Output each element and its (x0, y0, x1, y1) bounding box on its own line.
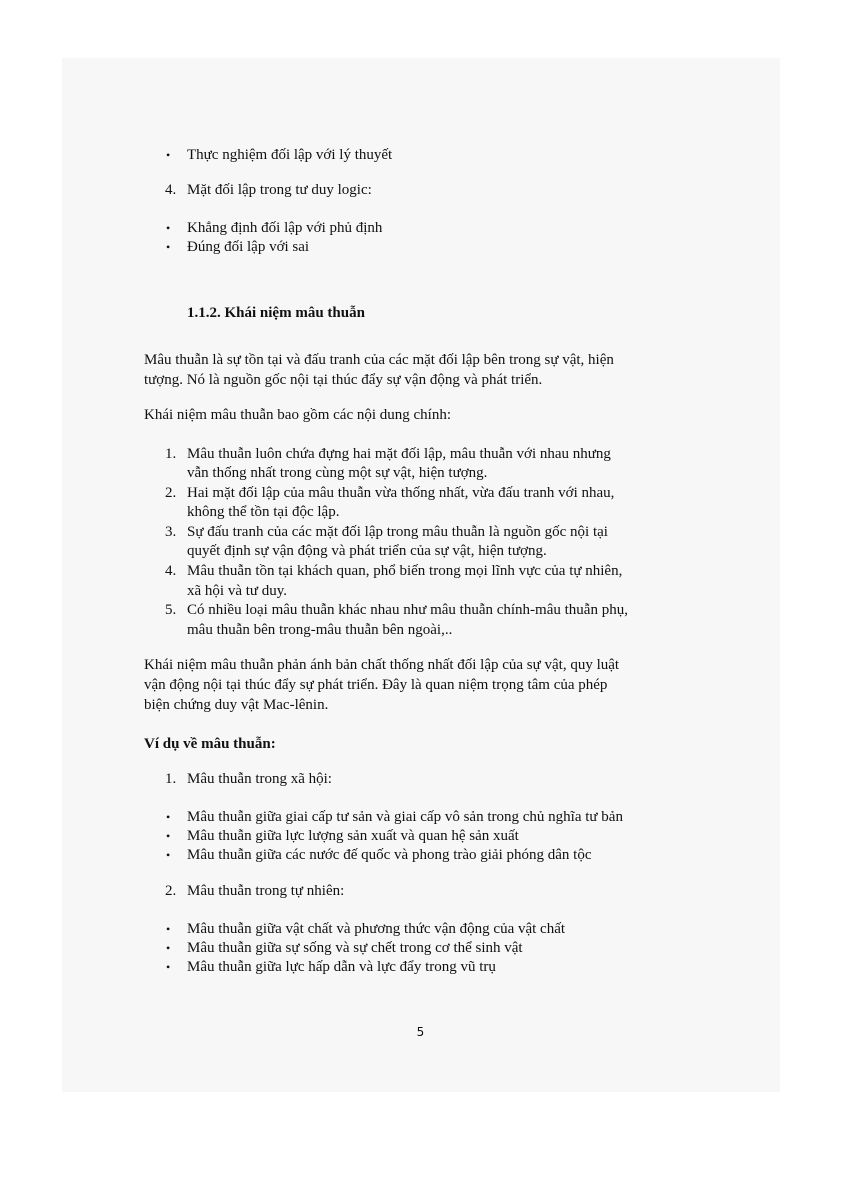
bullet-text: Đúng đối lập với sai (187, 239, 310, 255)
list-item (165, 181, 372, 199)
list-item (166, 808, 623, 826)
list-item (165, 523, 608, 541)
bullet-icon: • (166, 848, 171, 862)
list-item (165, 484, 615, 502)
paragraph-line: biện chứng duy vật Mac-lênin. (144, 697, 329, 713)
list-number: 1. (165, 771, 177, 787)
paragraph-line: Mâu thuẫn là sự tồn tại và đấu tranh của các mặt đối lập bên trong sự vật, hiện (144, 352, 614, 368)
list-number: 1. (165, 446, 177, 462)
list-item (165, 562, 623, 580)
bullet-icon: • (166, 941, 171, 955)
bullet-icon: • (166, 829, 171, 843)
list-item (166, 958, 496, 976)
list-item (165, 770, 332, 788)
list-text: Sự đấu tranh của các mặt đối lập trong mâu thuẫn là nguồn gốc nội tại (187, 524, 608, 540)
bullet-text: Mâu thuẫn giữa lực lượng sản xuất và quan hệ sản xuất (187, 828, 519, 844)
list-item-continuation: không thể tồn tại độc lập. (187, 504, 340, 520)
bullet-icon: • (166, 240, 171, 254)
list-item (166, 846, 592, 864)
list-item-continuation: quyết định sự vận động và phát triển của sự vật, hiện tượng. (187, 543, 547, 559)
list-number: 4. (165, 182, 177, 198)
examples-heading: Ví dụ về mâu thuẫn: (144, 736, 276, 752)
bullet-icon: • (166, 810, 171, 824)
list-item (166, 939, 523, 957)
bullet-icon: • (166, 148, 171, 162)
list-text: Mâu thuẫn trong xã hội: (187, 771, 332, 787)
list-item (166, 219, 383, 237)
bullet-text: Mâu thuẫn giữa sự sống và sự chết trong cơ thể sinh vật (187, 940, 523, 956)
paragraph-line: tượng. Nó là nguồn gốc nội tại thúc đẩy sự vận động và phát triển. (144, 372, 543, 388)
list-text: Mâu thuẫn luôn chứa đựng hai mặt đối lập, mâu thuẫn với nhau nhưng (187, 446, 611, 462)
list-number: 4. (165, 563, 177, 579)
list-item (166, 238, 310, 256)
list-number: 3. (165, 524, 177, 540)
bullet-text: Thực nghiệm đối lập với lý thuyết (187, 147, 393, 163)
list-item (166, 920, 566, 938)
list-number: 5. (165, 602, 177, 618)
bullet-text: Mâu thuẫn giữa giai cấp tư sản và giai cấp vô sản trong chủ nghĩa tư bản (187, 809, 623, 825)
bullet-icon: • (166, 960, 171, 974)
bullet-text: Mâu thuẫn giữa lực hấp dẫn và lực đẩy trong vũ trụ (187, 959, 496, 975)
list-item-continuation: vẫn thống nhất trong cùng một sự vật, hiện tượng. (187, 465, 488, 481)
paragraph-line: Khái niệm mâu thuẫn bao gồm các nội dung chính: (144, 407, 452, 423)
page-number: 5 (416, 1025, 425, 1039)
list-text: Mâu thuẫn tồn tại khách quan, phổ biến trong mọi lĩnh vực của tự nhiên, (187, 563, 623, 579)
bullet-text: Khẳng định đối lập với phủ định (187, 220, 383, 236)
list-text: Mâu thuẫn trong tự nhiên: (187, 883, 345, 899)
list-number: 2. (165, 485, 177, 501)
list-item (165, 882, 345, 900)
list-item (166, 146, 393, 164)
bullet-text: Mâu thuẫn giữa các nước đế quốc và phong trào giải phóng dân tộc (187, 847, 592, 863)
bullet-text: Mâu thuẫn giữa vật chất và phương thức vận động của vật chất (187, 921, 566, 937)
list-item (166, 827, 519, 845)
list-item (165, 445, 611, 463)
list-item-continuation: mâu thuẫn bên trong-mâu thuẫn bên ngoài,.. (187, 622, 453, 638)
section-heading: 1.1.2. Khái niệm mâu thuẫn (187, 305, 365, 321)
list-item (165, 601, 628, 619)
list-text: Mặt đối lập trong tư duy logic: (187, 182, 372, 198)
list-item-continuation: xã hội và tư duy. (187, 583, 288, 599)
list-number: 2. (165, 883, 177, 899)
paragraph-line: Khái niệm mâu thuẫn phản ánh bản chất thống nhất đối lập của sự vật, quy luật (144, 657, 620, 673)
bullet-icon: • (166, 221, 171, 235)
list-text: Hai mặt đối lập của mâu thuẫn vừa thống nhất, vừa đấu tranh với nhau, (187, 485, 615, 501)
paragraph-line: vận động nội tại thúc đẩy sự phát triển. Đây là quan niệm trọng tâm của phép (144, 677, 608, 693)
list-text: Có nhiều loại mâu thuẫn khác nhau như mâu thuẫn chính-mâu thuẫn phụ, (187, 602, 628, 618)
bullet-icon: • (166, 922, 171, 936)
